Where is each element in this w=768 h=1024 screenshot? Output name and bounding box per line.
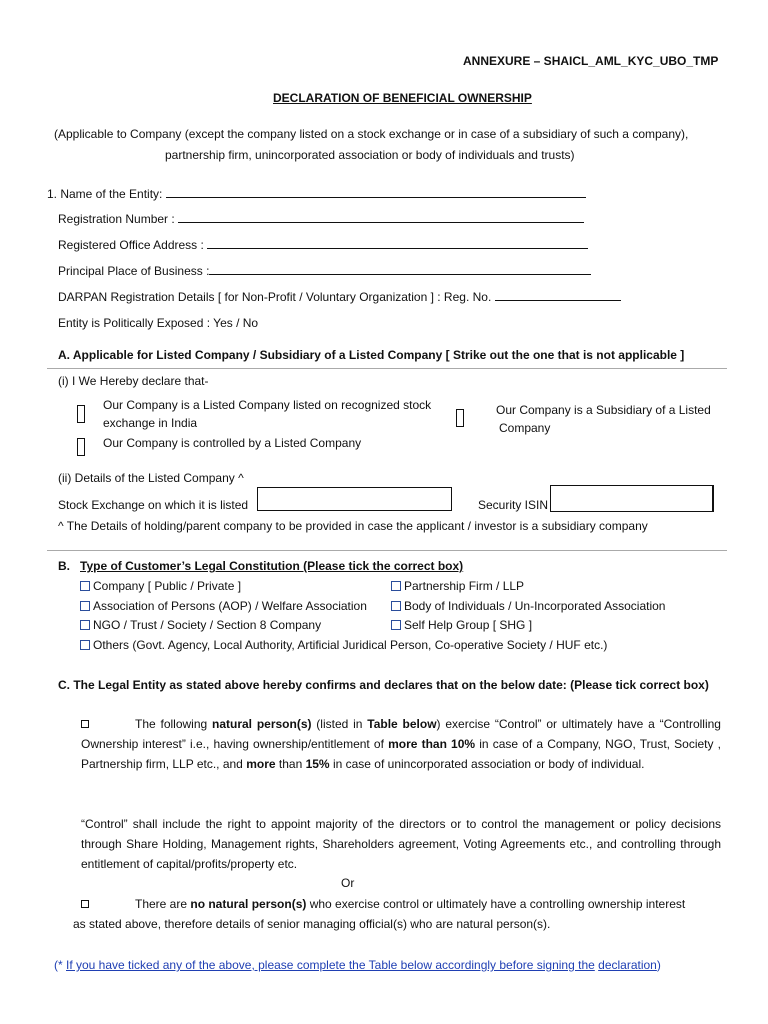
entity-name-label: 1. Name of the Entity: [47, 187, 163, 201]
entity-name-row [47, 186, 586, 201]
option-partnership-label: Partnership Firm / LLP [404, 579, 525, 593]
footer-link-1[interactable]: If you have ticked any of the above, please complete the Table below accordingly before signing the [66, 958, 595, 972]
checkbox-aop[interactable] [80, 601, 90, 611]
subsidiary-checkbox[interactable] [456, 409, 464, 427]
subsidiary-note: ^ The Details of holding/parent company to be provided in case the applicant / investor is a subsidiary company [58, 519, 648, 533]
option-aop-label: Association of Persons (AOP) / Welfare Association [93, 599, 367, 613]
listed-company-label-1: Our Company is a Listed Company listed on recognized stock [103, 398, 432, 412]
option-shg[interactable] [391, 618, 532, 632]
no-natural-person-checkbox[interactable] [81, 900, 89, 908]
divider-b [47, 550, 727, 551]
natural-person-checkbox[interactable] [81, 720, 89, 728]
stock-exchange-label: Stock Exchange on which it is listed [58, 498, 249, 512]
subsidiary-label-2: Company [499, 421, 551, 435]
annexure-code: ANNEXURE – SHAICL_AML_KYC_UBO_TMP [463, 54, 719, 68]
checkbox-boi[interactable] [391, 601, 401, 611]
option-others[interactable] [80, 638, 607, 652]
control-definition-paragraph: “Control” shall include the right to appoint majority of the directors or to control the management or policy decisions through Share Holding, Management rights, Shareholders agreement, Voting Agreements etc., and controlling through entitlement of capital/profits/property etc. [81, 817, 721, 871]
controlled-label: Our Company is controlled by a Listed Company [103, 436, 362, 450]
subtitle-line-2: partnership firm, unincorporated association or body of individuals and trusts) [165, 148, 575, 162]
entity-name-field[interactable] [166, 186, 586, 198]
listed-company-checkbox[interactable] [77, 405, 85, 423]
darpan-row [58, 289, 621, 304]
option-ngo[interactable] [80, 618, 321, 632]
checkbox-shg[interactable] [391, 620, 401, 630]
option-boi-label: Body of Individuals / Un-Incorporated Association [404, 599, 666, 613]
registration-row [58, 211, 584, 226]
office-row [58, 237, 588, 252]
footer-link-declaration[interactable]: declaration [598, 958, 657, 972]
subtitle-line-1: (Applicable to Company (except the company listed on a stock exchange or in case of a subsidiary of such a company), [54, 127, 689, 141]
listed-details-label: (ii) Details of the Listed Company ^ [58, 471, 244, 485]
section-b-heading: Type of Customer’s Legal Constitution (Please tick the correct box) [80, 559, 464, 573]
section-c-heading: C. The Legal Entity as stated above hereby confirms and declares that on the below date: (Please tick correct box) [58, 678, 709, 692]
option-aop[interactable] [80, 599, 367, 613]
listed-company-label-2: exchange in India [103, 416, 198, 430]
darpan-reg-field[interactable] [495, 289, 621, 301]
option-shg-label: Self Help Group [ SHG ] [404, 618, 533, 632]
office-field[interactable] [207, 237, 588, 249]
option-ngo-label: NGO / Trust / Society / Section 8 Company [93, 618, 322, 632]
option-boi[interactable] [391, 599, 665, 613]
checkbox-ngo[interactable] [80, 620, 90, 630]
principal-field[interactable] [209, 263, 591, 275]
checkbox-others[interactable] [80, 640, 90, 650]
registration-label: Registration Number : [58, 212, 175, 226]
section-b-heading-row [58, 559, 463, 573]
no-natural-person-line-2: as stated above, therefore details of senior managing official(s) who are natural person(s). [73, 917, 551, 931]
subsidiary-label-1: Our Company is a Subsidiary of a Listed [496, 403, 711, 417]
section-a-heading: A. Applicable for Listed Company / Subsidiary of a Listed Company [ Strike out the one that is not applicable ] [58, 348, 685, 362]
stock-exchange-input[interactable] [257, 487, 452, 511]
registration-field[interactable] [178, 211, 584, 223]
natural-person-paragraph: The following natural person(s) (listed in Table below) exercise “Control” or ultimately have a “Controlling Ownership interest” i.e., having ownership/entitlement of more than 10% in case of a Company, NGO, Trust, Society , Partnership firm, LLP etc., and more than 15% in case of unincorporated association or body of individual. [81, 717, 721, 771]
isin-input[interactable] [550, 485, 714, 512]
option-company[interactable] [80, 579, 241, 593]
option-company-label: Company [ Public / Private ] [93, 579, 242, 593]
declare-label: (i) I We Hereby declare that- [58, 374, 209, 388]
checkbox-company[interactable] [80, 581, 90, 591]
divider-a [47, 368, 727, 369]
option-partnership[interactable] [391, 579, 524, 593]
page-title: DECLARATION OF BENEFICIAL OWNERSHIP [273, 91, 532, 105]
principal-label: Principal Place of Business : [58, 264, 210, 278]
isin-label: Security ISIN [478, 498, 549, 512]
pep-label: Entity is Politically Exposed : Yes / No [58, 316, 259, 330]
no-natural-person-paragraph: There are no natural person(s) who exercise control or ultimately have a controlling ownership interest [81, 894, 721, 914]
or-separator: Or [341, 876, 355, 890]
checkbox-partnership[interactable] [391, 581, 401, 591]
section-b-prefix: B. [58, 559, 70, 573]
controlled-checkbox[interactable] [77, 438, 85, 456]
footer-note: (* If you have ticked any of the above, please complete the Table below accordingly before signing the declaration) [54, 958, 661, 972]
principal-row [58, 263, 591, 278]
office-label: Registered Office Address : [58, 238, 204, 252]
darpan-label: DARPAN Registration Details [ for Non-Profit / Voluntary Organization ] : Reg. No. [58, 290, 492, 304]
option-others-label: Others (Govt. Agency, Local Authority, Artificial Juridical Person, Co-operative Society / HUF etc.) [93, 638, 608, 652]
